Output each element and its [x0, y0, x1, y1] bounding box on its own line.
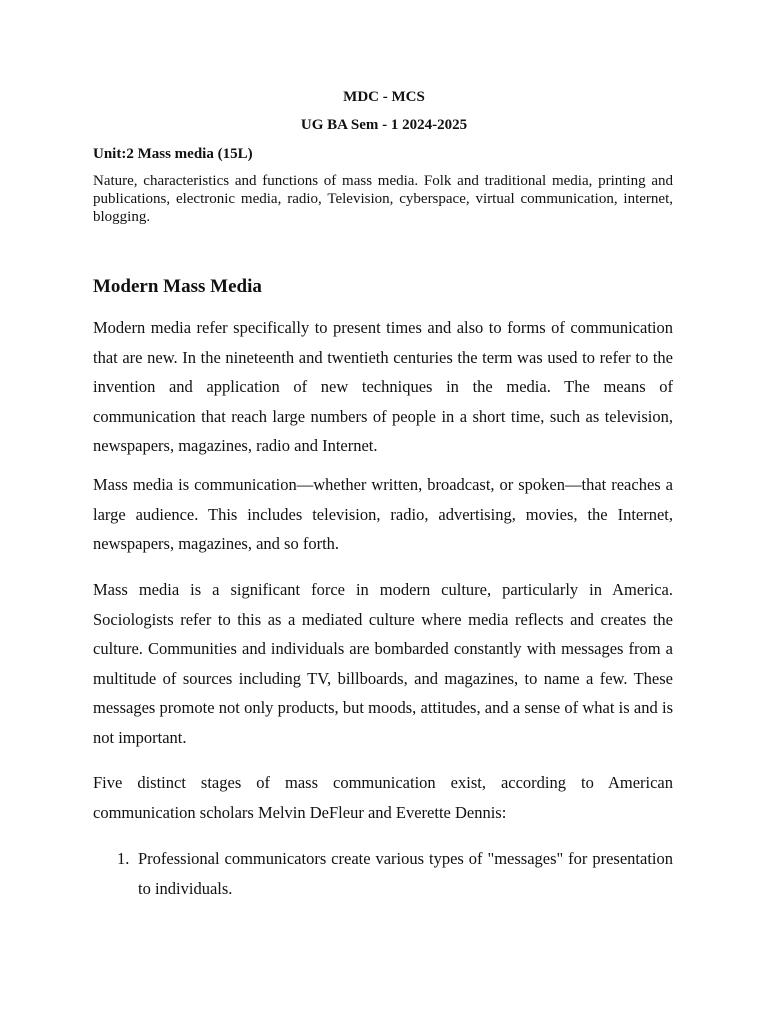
- unit-description: Nature, characteristics and functions of mass media. Folk and traditional media, printing and publications, electronic media, radio, Television, cyberspace, virtual communication, internet, blogging.: [93, 173, 673, 225]
- paragraph-five-stages: Five distinct stages of mass communication exist, according to American communication scholars Melvin DeFleur and Everette Dennis:: [93, 773, 673, 822]
- list-item-text: Professional communicators create various types of "messages" for presentation to individuals.: [138, 849, 673, 898]
- paragraph-mass-media-definition: Mass media is communication—whether written, broadcast, or spoken—that reaches a large audience. This includes television, radio, advertising, movies, the Internet, newspapers, magazines, and so forth.: [93, 475, 673, 553]
- unit-heading: Unit:2 Mass media (15L): [93, 146, 253, 162]
- section-heading: Modern Mass Media: [93, 276, 262, 297]
- course-semester-title: UG BA Sem - 1 2024-2025: [300, 117, 468, 133]
- paragraph-mediated-culture: Mass media is a significant force in modern culture, particularly in America. Sociologists refer to this as a mediated culture where media reflects and creates the culture. Communities and individuals are bombarded constantly with messages from a multitude of sources including TV, billboards, and magazines, to name a few. These messages promote not only products, but moods, attitudes, and a sense of what is and is not important.: [93, 580, 673, 747]
- list-item-number: 1.: [117, 849, 130, 868]
- course-code-title: MDC - MCS: [343, 89, 425, 105]
- paragraph-modern-media: Modern media refer specifically to present times and also to forms of communication that are new. In the nineteenth and twentieth centuries the term was used to refer to the invention and application of new techniques in the media. The means of communication that reach large numbers of people in a short time, such as television, newspapers, magazines, radio and Internet.: [93, 318, 673, 455]
